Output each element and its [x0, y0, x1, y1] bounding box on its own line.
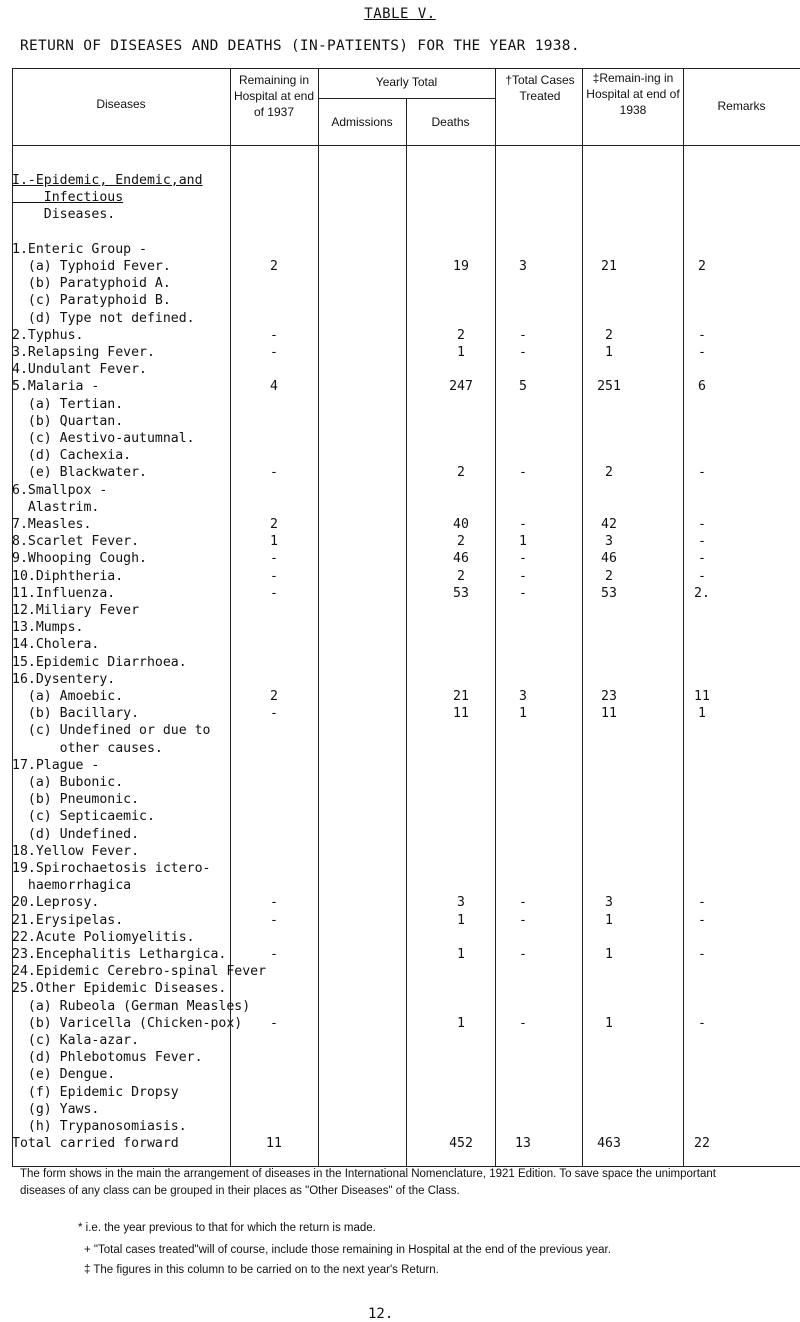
- total-cases-cell: 11: [601, 706, 617, 722]
- remaining-1938-cell: 1: [698, 706, 706, 722]
- disease-label: 1.Enteric Group -: [12, 241, 147, 257]
- disease-label: 10.Diphtheria.: [12, 568, 124, 584]
- deaths-cell: 3: [519, 689, 527, 704]
- total-cases-cell: 1: [605, 947, 613, 962]
- disease-label: (a) Bubonic.: [12, 775, 124, 790]
- total-cases-cell: 463: [597, 1136, 621, 1152]
- admissions-cell: 11: [453, 706, 469, 722]
- deaths-cell: -: [519, 895, 527, 911]
- deaths-cell: 3: [519, 259, 527, 274]
- remaining-1937-cell: -: [270, 706, 278, 722]
- header-remaining-1938: ‡Remain-ing in Hospital at end of 1938: [586, 71, 680, 117]
- disease-label: Diseases.: [12, 207, 116, 223]
- disease-label: 25.Other Epidemic Diseases.: [12, 981, 227, 997]
- admissions-cell: 1: [457, 947, 465, 962]
- remaining-1937-cell: 11: [266, 1136, 282, 1152]
- disease-label: 12.Miliary Fever: [12, 603, 140, 618]
- page-number: 12.: [368, 1306, 394, 1322]
- disease-label: 8.Scarlet Fever.: [12, 534, 140, 550]
- remaining-1937-cell: 2: [270, 259, 278, 274]
- disease-label: 9.Whooping Cough.: [12, 551, 147, 567]
- disease-label: Alastrim.: [12, 499, 100, 515]
- header-remaining-1937: Remaining in Hospital at end of 1937: [233, 73, 315, 119]
- remaining-1937-cell: -: [270, 585, 278, 601]
- remaining-1937-cell: 1: [270, 534, 278, 550]
- table-title: TABLE V.: [364, 6, 436, 22]
- disease-label: 5.Malaria -: [12, 379, 100, 395]
- disease-label: (e) Blackwater.: [12, 465, 147, 481]
- disease-label: (c) Undefined or due to: [12, 723, 211, 739]
- disease-label: (a) Typhoid Fever.: [12, 259, 171, 274]
- admissions-cell: 53: [453, 585, 469, 601]
- admissions-cell: 2: [457, 465, 465, 481]
- remaining-1938-cell: -: [698, 912, 706, 928]
- admissions-cell: 247: [449, 379, 473, 395]
- remaining-1937-cell: -: [270, 465, 278, 481]
- deaths-cell: -: [519, 568, 527, 584]
- remaining-1938-cell: -: [698, 551, 706, 567]
- disease-label: (c) Aestivo-autumnal.: [12, 431, 195, 446]
- total-cases-cell: 2: [605, 465, 613, 481]
- remaining-1938-cell: -: [698, 947, 706, 962]
- disease-label: (d) Undefined.: [12, 826, 140, 842]
- disease-label: 21.Erysipelas.: [12, 912, 124, 928]
- admissions-cell: 452: [449, 1136, 473, 1152]
- footnote-other-diseases: diseases of any class can be grouped in their places as "Other Diseases" of the Class.: [20, 1185, 460, 1197]
- deaths-cell: -: [519, 345, 527, 360]
- remaining-1938-cell: -: [698, 345, 706, 360]
- disease-label: 15.Epidemic Diarrhoea.: [12, 654, 187, 670]
- disease-label: (d) Cachexia.: [12, 448, 132, 464]
- header-deaths: Deaths: [431, 115, 470, 129]
- remaining-1937-cell: -: [270, 912, 278, 928]
- remaining-1937-cell: 4: [270, 379, 278, 395]
- disease-label: (d) Phlebotomus Fever.: [12, 1050, 203, 1066]
- admissions-cell: 40: [453, 517, 469, 532]
- disease-label: (b) Varicella (Chicken-pox): [12, 1015, 243, 1031]
- deaths-cell: -: [519, 947, 527, 962]
- deaths-cell: -: [519, 912, 527, 928]
- header-diseases: Diseases: [96, 97, 146, 111]
- disease-label: (b) Pneumonic.: [12, 792, 140, 808]
- disease-label: (a) Tertian.: [12, 396, 124, 412]
- total-cases-cell: 3: [605, 534, 613, 550]
- disease-label: (h) Trypanosomiasis.: [12, 1119, 187, 1134]
- remaining-1937-cell: -: [270, 551, 278, 567]
- remaining-1937-cell: -: [270, 568, 278, 584]
- admissions-cell: 2: [457, 327, 465, 343]
- admissions-cell: 2: [457, 534, 465, 550]
- disease-label: 19.Spirochaetosis ictero-: [12, 861, 211, 876]
- remaining-1938-cell: 22: [694, 1136, 710, 1152]
- footnote-total-cases: + "Total cases treated"will of course, include those remaining in Hospital at the end of the previous year.: [84, 1244, 611, 1256]
- footnote-carry-forward: ‡ The figures in this column to be carried on to the next year's Return.: [84, 1264, 439, 1276]
- disease-label: (e) Dengue.: [12, 1067, 116, 1083]
- disease-label: 18.Yellow Fever.: [12, 843, 140, 859]
- remaining-1938-cell: -: [698, 517, 706, 532]
- disease-label: 13.Mumps.: [12, 620, 84, 636]
- disease-label: (c) Paratyphoid B.: [12, 293, 171, 309]
- table-subtitle: RETURN OF DISEASES AND DEATHS (IN-PATIENTS) FOR THE YEAR 1938.: [20, 38, 580, 54]
- total-cases-cell: 1: [605, 345, 613, 360]
- header-admissions: Admissions: [331, 115, 393, 129]
- header-total-cases-treated: †Total Cases Treated: [505, 73, 575, 103]
- disease-label: 17.Plague -: [12, 757, 100, 773]
- admissions-cell: 46: [453, 551, 469, 567]
- total-cases-cell: 2: [605, 568, 613, 584]
- total-cases-cell: 1: [605, 1015, 613, 1031]
- admissions-cell: 1: [457, 912, 465, 928]
- disease-label: (g) Yaws.: [12, 1101, 100, 1117]
- deaths-cell: 1: [519, 534, 527, 550]
- header-remarks: Remarks: [717, 99, 766, 113]
- footnote-previous-year: * i.e. the year previous to that for which the return is made.: [78, 1222, 376, 1234]
- total-cases-cell: 21: [601, 259, 617, 274]
- remaining-1938-cell: -: [698, 465, 706, 481]
- disease-label: (d) Type not defined.: [12, 310, 195, 326]
- deaths-cell: 5: [519, 379, 527, 395]
- disease-label: (a) Rubeola (German Measles): [12, 998, 251, 1014]
- disease-label: 11.Influenza.: [12, 585, 116, 601]
- remaining-1938-cell: -: [698, 568, 706, 584]
- total-cases-cell: 3: [605, 895, 613, 911]
- deaths-cell: -: [519, 517, 527, 532]
- deaths-cell: 13: [515, 1136, 531, 1152]
- disease-label: 22.Acute Poliomyelitis.: [12, 929, 195, 945]
- disease-label: (c) Kala-azar.: [12, 1033, 140, 1048]
- remaining-1937-cell: -: [270, 895, 278, 911]
- remaining-1938-cell: 6: [698, 379, 706, 395]
- disease-label: (a) Amoebic.: [12, 689, 124, 704]
- remaining-1938-cell: -: [698, 1015, 706, 1031]
- remaining-1937-cell: -: [270, 327, 278, 343]
- disease-label: 20.Leprosy.: [12, 895, 100, 911]
- disease-label: Infectious: [12, 190, 124, 206]
- remaining-1937-cell: 2: [270, 689, 278, 704]
- disease-label: 16.Dysentery.: [12, 671, 116, 687]
- total-cases-cell: 42: [601, 517, 617, 532]
- remaining-1938-cell: -: [698, 895, 706, 911]
- remaining-1938-cell: -: [698, 327, 706, 343]
- deaths-cell: -: [519, 585, 527, 601]
- deaths-cell: -: [519, 327, 527, 343]
- disease-label: 7.Measles.: [12, 517, 92, 532]
- disease-label: 4.Undulant Fever.: [12, 362, 147, 378]
- total-cases-cell: 1: [605, 912, 613, 928]
- remaining-1937-cell: 2: [270, 517, 278, 532]
- header-yearly-total: Yearly Total: [375, 75, 438, 89]
- remaining-1937-cell: -: [270, 1015, 278, 1031]
- disease-label: (f) Epidemic Dropsy: [12, 1084, 179, 1100]
- remaining-1938-cell: 2: [698, 259, 706, 274]
- disease-label: I.-Epidemic, Endemic,and: [12, 173, 203, 188]
- disease-label: 2.Typhus.: [12, 327, 84, 343]
- deaths-cell: -: [519, 1015, 527, 1031]
- remaining-1938-cell: 2.: [694, 585, 710, 601]
- admissions-cell: 19: [453, 259, 469, 274]
- deaths-cell: 1: [519, 706, 527, 722]
- disease-label: 14.Cholera.: [12, 637, 100, 653]
- remaining-1938-cell: 11: [694, 689, 710, 704]
- footnote-nomenclature: The form shows in the main the arrangement of diseases in the International Nomenclature, 1921 Edition. To save space the unimportant: [20, 1168, 716, 1180]
- disease-label: 24.Epidemic Cerebro-spinal Fever: [12, 964, 267, 980]
- deaths-cell: -: [519, 551, 527, 567]
- disease-label: (c) Septicaemic.: [12, 809, 155, 825]
- admissions-cell: 21: [453, 689, 469, 704]
- disease-label: 23.Encephalitis Lethargica.: [12, 947, 227, 962]
- disease-label: Total carried forward: [12, 1136, 179, 1152]
- table-row: [0, 1133, 800, 1155]
- remaining-1938-cell: -: [698, 534, 706, 550]
- admissions-cell: 1: [457, 1015, 465, 1031]
- total-cases-cell: 2: [605, 327, 613, 343]
- disease-label: 3.Relapsing Fever.: [12, 345, 155, 360]
- total-cases-cell: 251: [597, 379, 621, 395]
- remaining-1937-cell: -: [270, 947, 278, 962]
- admissions-cell: 3: [457, 895, 465, 911]
- total-cases-cell: 46: [601, 551, 617, 567]
- total-cases-cell: 53: [601, 585, 617, 601]
- disease-label: haemorrhagica: [12, 878, 132, 894]
- disease-label: (b) Quartan.: [12, 413, 124, 429]
- deaths-cell: -: [519, 465, 527, 481]
- admissions-cell: 1: [457, 345, 465, 360]
- disease-label: (b) Paratyphoid A.: [12, 276, 171, 292]
- disease-label: other causes.: [12, 740, 163, 756]
- total-cases-cell: 23: [601, 689, 617, 704]
- disease-label: (b) Bacillary.: [12, 706, 140, 722]
- remaining-1937-cell: -: [270, 345, 278, 360]
- admissions-cell: 2: [457, 568, 465, 584]
- disease-label: 6.Smallpox -: [12, 482, 108, 498]
